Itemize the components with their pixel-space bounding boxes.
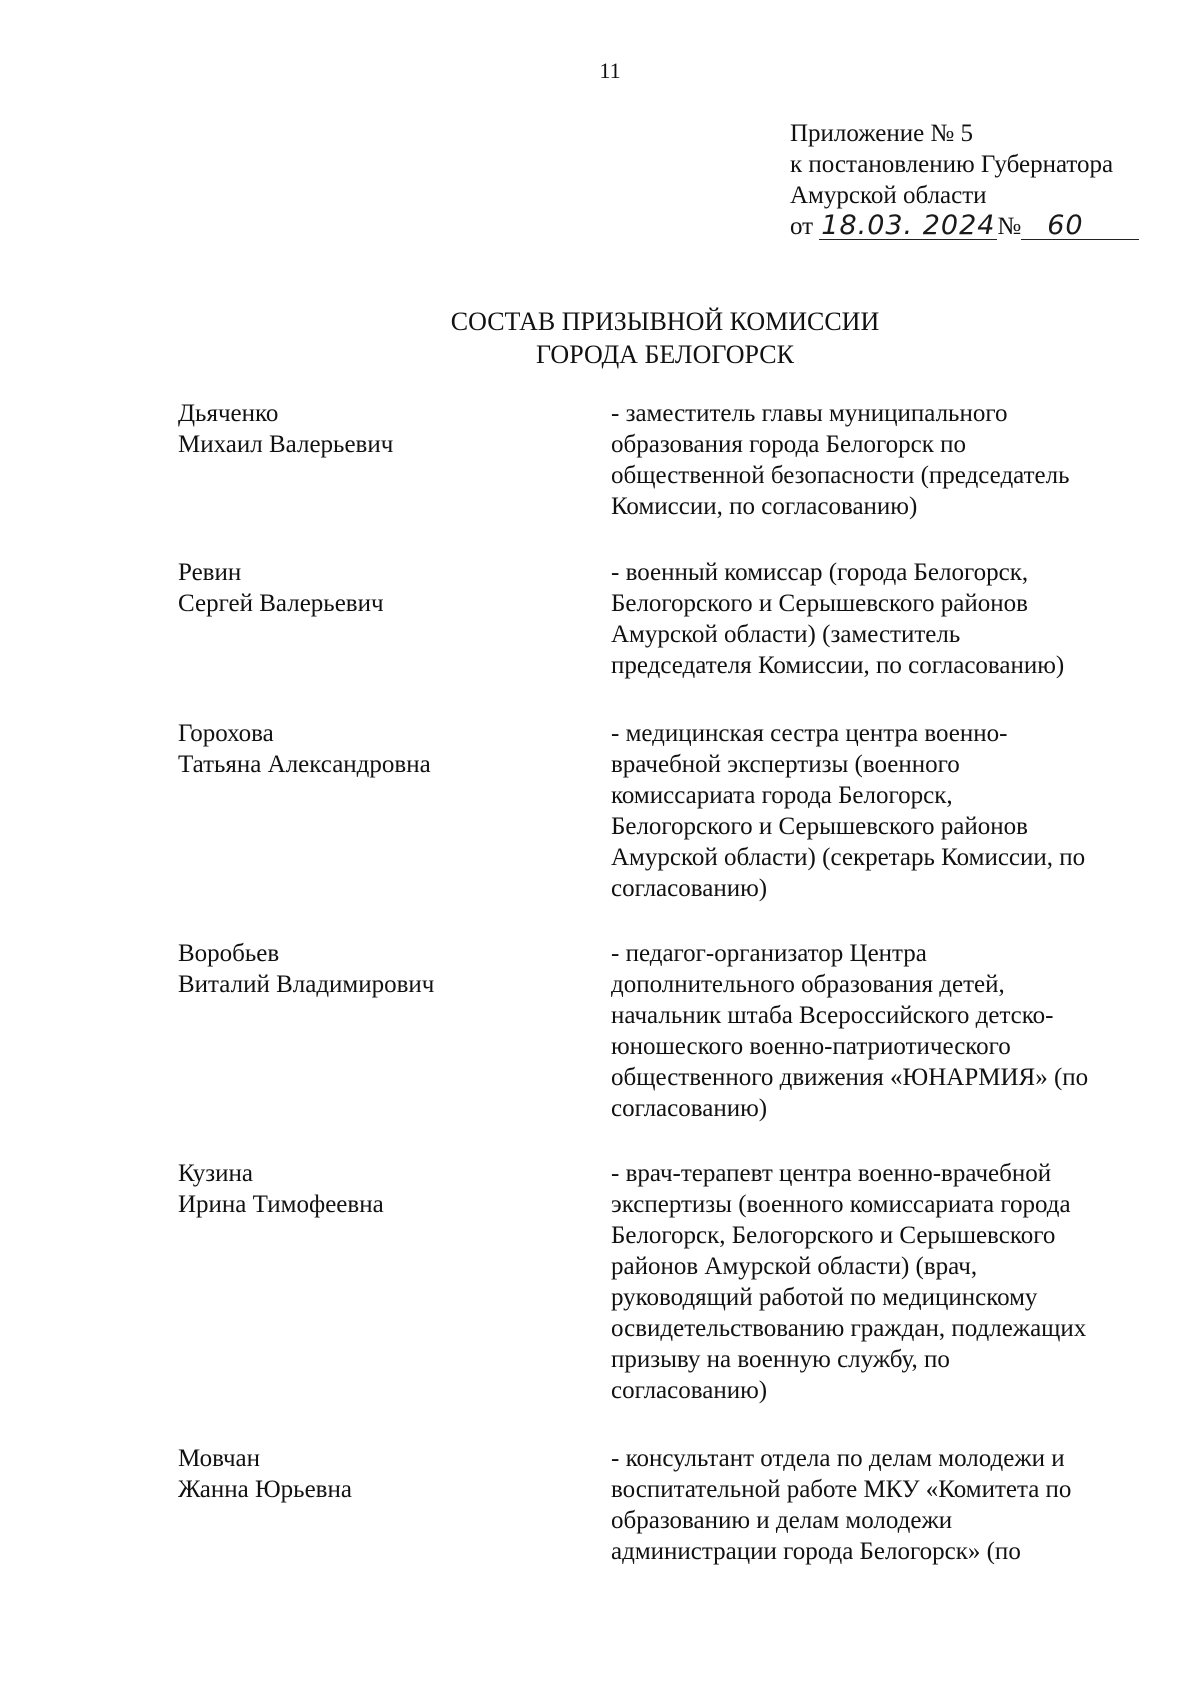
role-line: образованию и делам молодежи: [611, 1507, 953, 1534]
member-role: [611, 938, 1151, 1124]
page-number: 11: [599, 58, 621, 83]
member-given-name: Жанна Юрьевна: [178, 1476, 352, 1503]
role-line: воспитательной работе МКУ «Комитета по: [611, 1476, 1072, 1503]
document-title: [0, 305, 1200, 371]
member-role: [611, 557, 1151, 681]
role-line: согласованию): [611, 1095, 768, 1122]
appendix-line-3: Амурской области: [790, 182, 987, 209]
member-name: [178, 938, 578, 1000]
role-line: согласованию): [611, 1377, 768, 1404]
member-surname: Горохова: [178, 720, 274, 747]
role-line: образования города Белогорск по: [611, 431, 967, 458]
role-line: экспертизы (военного комиссариата города: [611, 1191, 1071, 1218]
role-line: общественного движения «ЮНАРМИЯ» (по: [611, 1064, 1089, 1091]
member-given-name: Ирина Тимофеевна: [178, 1191, 384, 1218]
role-line: Амурской области) (заместитель: [611, 621, 961, 648]
member-surname: Ревин: [178, 559, 242, 586]
role-line: Амурской области) (секретарь Комиссии, по: [611, 844, 1086, 871]
role-line: Белогорск, Белогорского и Серышевского: [611, 1222, 1056, 1249]
member-role: [611, 1443, 1151, 1567]
title-line-2: ГОРОДА БЕЛОГОРСК: [536, 340, 794, 369]
member-name: [178, 1158, 578, 1220]
role-line: - педагог-организатор Центра: [611, 940, 927, 967]
member-name: [178, 398, 578, 460]
role-line: Комиссии, по согласованию): [611, 493, 918, 520]
member-role: [611, 1158, 1151, 1406]
title-line-1: СОСТАВ ПРИЗЫВНОЙ КОМИССИИ: [450, 307, 880, 336]
member-given-name: Виталий Владимирович: [178, 971, 435, 998]
role-line: дополнительного образования детей,: [611, 971, 1005, 998]
member-name: [178, 1443, 578, 1505]
role-line: председателя Комиссии, по согласованию): [611, 652, 1065, 679]
member-surname: Кузина: [178, 1160, 254, 1187]
role-line: - консультант отдела по делам молодежи и: [611, 1445, 1065, 1472]
role-line: юношеского военно-патриотического: [611, 1033, 1011, 1060]
appendix-line-2: к постановлению Губернатора: [790, 151, 1114, 178]
member-name: [178, 718, 578, 780]
role-line: администрации города Белогорск» (по: [611, 1538, 1021, 1565]
role-line: - медицинская сестра центра военно-: [611, 720, 1008, 747]
member-given-name: Татьяна Александровна: [178, 751, 431, 778]
member-role: [611, 398, 1151, 522]
role-line: - врач-терапевт центра военно-врачебной: [611, 1160, 1052, 1187]
role-line: согласованию): [611, 875, 768, 902]
role-line: общественной безопасности (председатель: [611, 462, 1070, 489]
appendix-header: [790, 118, 1139, 242]
handwritten-number: 60: [1021, 213, 1139, 240]
appendix-line-1: Приложение № 5: [790, 120, 974, 147]
handwritten-date: 18.03. 2024: [821, 210, 996, 241]
role-line: освидетельствованию граждан, подлежащих: [611, 1315, 1087, 1342]
role-line: районов Амурской области) (врач,: [611, 1253, 978, 1280]
role-line: призыву на военную службу, по: [611, 1346, 950, 1373]
role-line: - военный комиссар (города Белогорск,: [611, 559, 1029, 586]
number-label: №: [997, 213, 1022, 240]
role-line: Белогорского и Серышевского районов: [611, 813, 1028, 840]
role-line: комиссариата города Белогорск,: [611, 782, 953, 809]
member-name: [178, 557, 578, 619]
role-line: - заместитель главы муниципального: [611, 400, 1008, 427]
role-line: начальник штаба Всероссийского детско-: [611, 1002, 1054, 1029]
appendix-date-line: [790, 211, 1139, 242]
member-given-name: Сергей Валерьевич: [178, 590, 384, 617]
member-surname: Мовчан: [178, 1445, 261, 1472]
role-line: руководящий работой по медицинскому: [611, 1284, 1038, 1311]
member-role: [611, 718, 1151, 904]
member-given-name: Михаил Валерьевич: [178, 431, 394, 458]
member-surname: Воробьев: [178, 940, 280, 967]
member-surname: Дьяченко: [178, 400, 279, 427]
date-prefix: от: [790, 213, 814, 240]
role-line: врачебной экспертизы (военного: [611, 751, 960, 778]
role-line: Белогорского и Серышевского районов: [611, 590, 1028, 617]
